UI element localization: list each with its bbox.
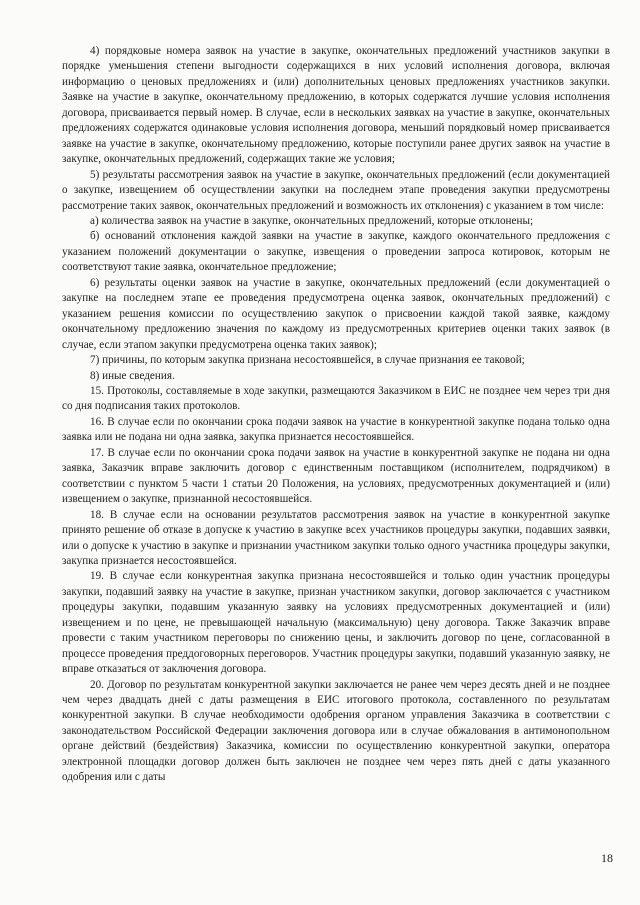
paragraph-clause-16: 16. В случае если по окончании срока подачи заявок на участие в конкурентной закупке подана только одна заявка или не подана ни одна заявка, закупка признается несостоявшейся. <box>62 415 610 444</box>
paragraph-subitem-b: б) оснований отклонения каждой заявки на участие в закупке, каждого окончательного предложения с указанием положений документации о закупке, извещения о проведении запроса котировок, которым не соответствуют такие заявка, окончательное предложение; <box>62 230 610 274</box>
paragraph-clause-19: 19. В случае если конкурентная закупка признана несостоявшейся и только один участник процедуры закупки, подавший заявку на участие в закупке, признан участником закупки, договор заключается с участником процедуры закупки, подавшим указанную заявку на условиях предусмотренных документацией и (или) извещением и по цене, не превышающей начальную (максимальную) цену договора. Также Заказчик вправе провести с таким участником переговоры по снижению цены, и заключить договор по цене, согласованной в процессе проведения преддоговорных переговоров. Участник процедуры закупки, подавший указанную заявку, не вправе отказаться от заключения договора. <box>62 570 610 676</box>
paragraph-item-8: 8) иные сведения. <box>90 369 175 382</box>
paragraph-clause-15: 15. Протоколы, составляемые в ходе закупки, размещаются Заказчиком в ЕИС не позднее чем через три дня со дня подписания таких протоколов. <box>62 384 610 413</box>
page-number: 18 <box>601 851 613 865</box>
paragraph-clause-18: 18. В случае если на основании результатов рассмотрения заявок на участие в конкурентной закупке принято решение об отказе в допуске к участию в закупке всех участников процедуры закупки, подавших заявки, или о допуске к участию в закупке и признании участником закупки только одного участника процедуры закупки, закупка признается несостоявшейся. <box>62 508 610 567</box>
paragraph-item-4: 4) порядковые номера заявок на участие в закупке, окончательных предложений участников закупки в порядке уменьшения степени выгодности содержащихся в них условий исполнения договора, включая информацию о ценовых предложениях и (или) дополнительных ценовых предложениях участников закупки. Заявке на участие в закупке, окончательному предложению, в которых содержатся лучшие условия исполнения договора, присваивается первый номер. В случае, если в нескольких заявках на участие в закупке, окончательных предложениях содержатся одинаковые условия исполнения договора, меньший порядковый номер присваивается заявке на участие в закупке, окончательному предложению, которые поступили ранее других заявок на участие в закупке, окончательных предложений, содержащих такие же условия; <box>62 45 610 166</box>
paragraph-item-7: 7) причины, по которым закупка признана несостоявшейся, в случае признания ее таковой; <box>90 354 525 367</box>
paragraph-item-5: 5) результаты рассмотрения заявок на участие в закупке, окончательных предложений (если документацией о закупке, извещением об осуществлении закупки на последнем этапе проведения закупки предусмотрены рассмотрение таких заявок, окончательных предложений и возможность их отклонения) с указанием в том числе: <box>62 168 610 212</box>
paragraph-clause-17: 17. В случае если по окончании срока подачи заявок на участие в конкурентной закупке не подана ни одна заявка, Заказчик вправе заключить договор с единственным поставщиком (исполнителем, подрядчиком) в соответствии с пунктом 5 части 1 статьи 20 Положения, на условиях, предусмотренных документацией и (или) извещением о закупке, признанной несостоявшейся. <box>62 446 610 506</box>
paragraph-clause-20: 20. Договор по результатам конкурентной закупки заключается не ранее чем через десять дней и не позднее чем через двадцать дней с даты размещения в ЕИС итогового протокола, составленного по результатам конкурентной закупки. В случае необходимости одобрения органом управления Заказчика в соответствии с законодательством Российской Федерации заключения договора или в случае обжалования в антимонопольном органе действий (бездействия) Заказчика, комиссии по осуществлению конкурентной закупки, оператора электронной площадки договор должен быть заключен не позднее чем через пять дней с даты указанного одобрения или с даты <box>62 678 610 784</box>
document-body <box>62 44 610 786</box>
paragraph-subitem-a: а) количества заявок на участие в закупке, окончательных предложений, которые отклонены; <box>90 214 534 227</box>
paragraph-item-6: 6) результаты оценки заявок на участие в закупке, окончательных предложений (если документацией о закупке на последнем этапе ее проведения предусмотрена оценка заявок, окончательных предложений) с указанием решения комиссии по осуществлению закупок о присвоении каждой такой заявке, каждому окончательному предложению значения по каждому из предусмотренных критериев оценки таких заявок (в случае, если этапом закупки предусмотрена оценка таких заявок); <box>62 276 610 351</box>
